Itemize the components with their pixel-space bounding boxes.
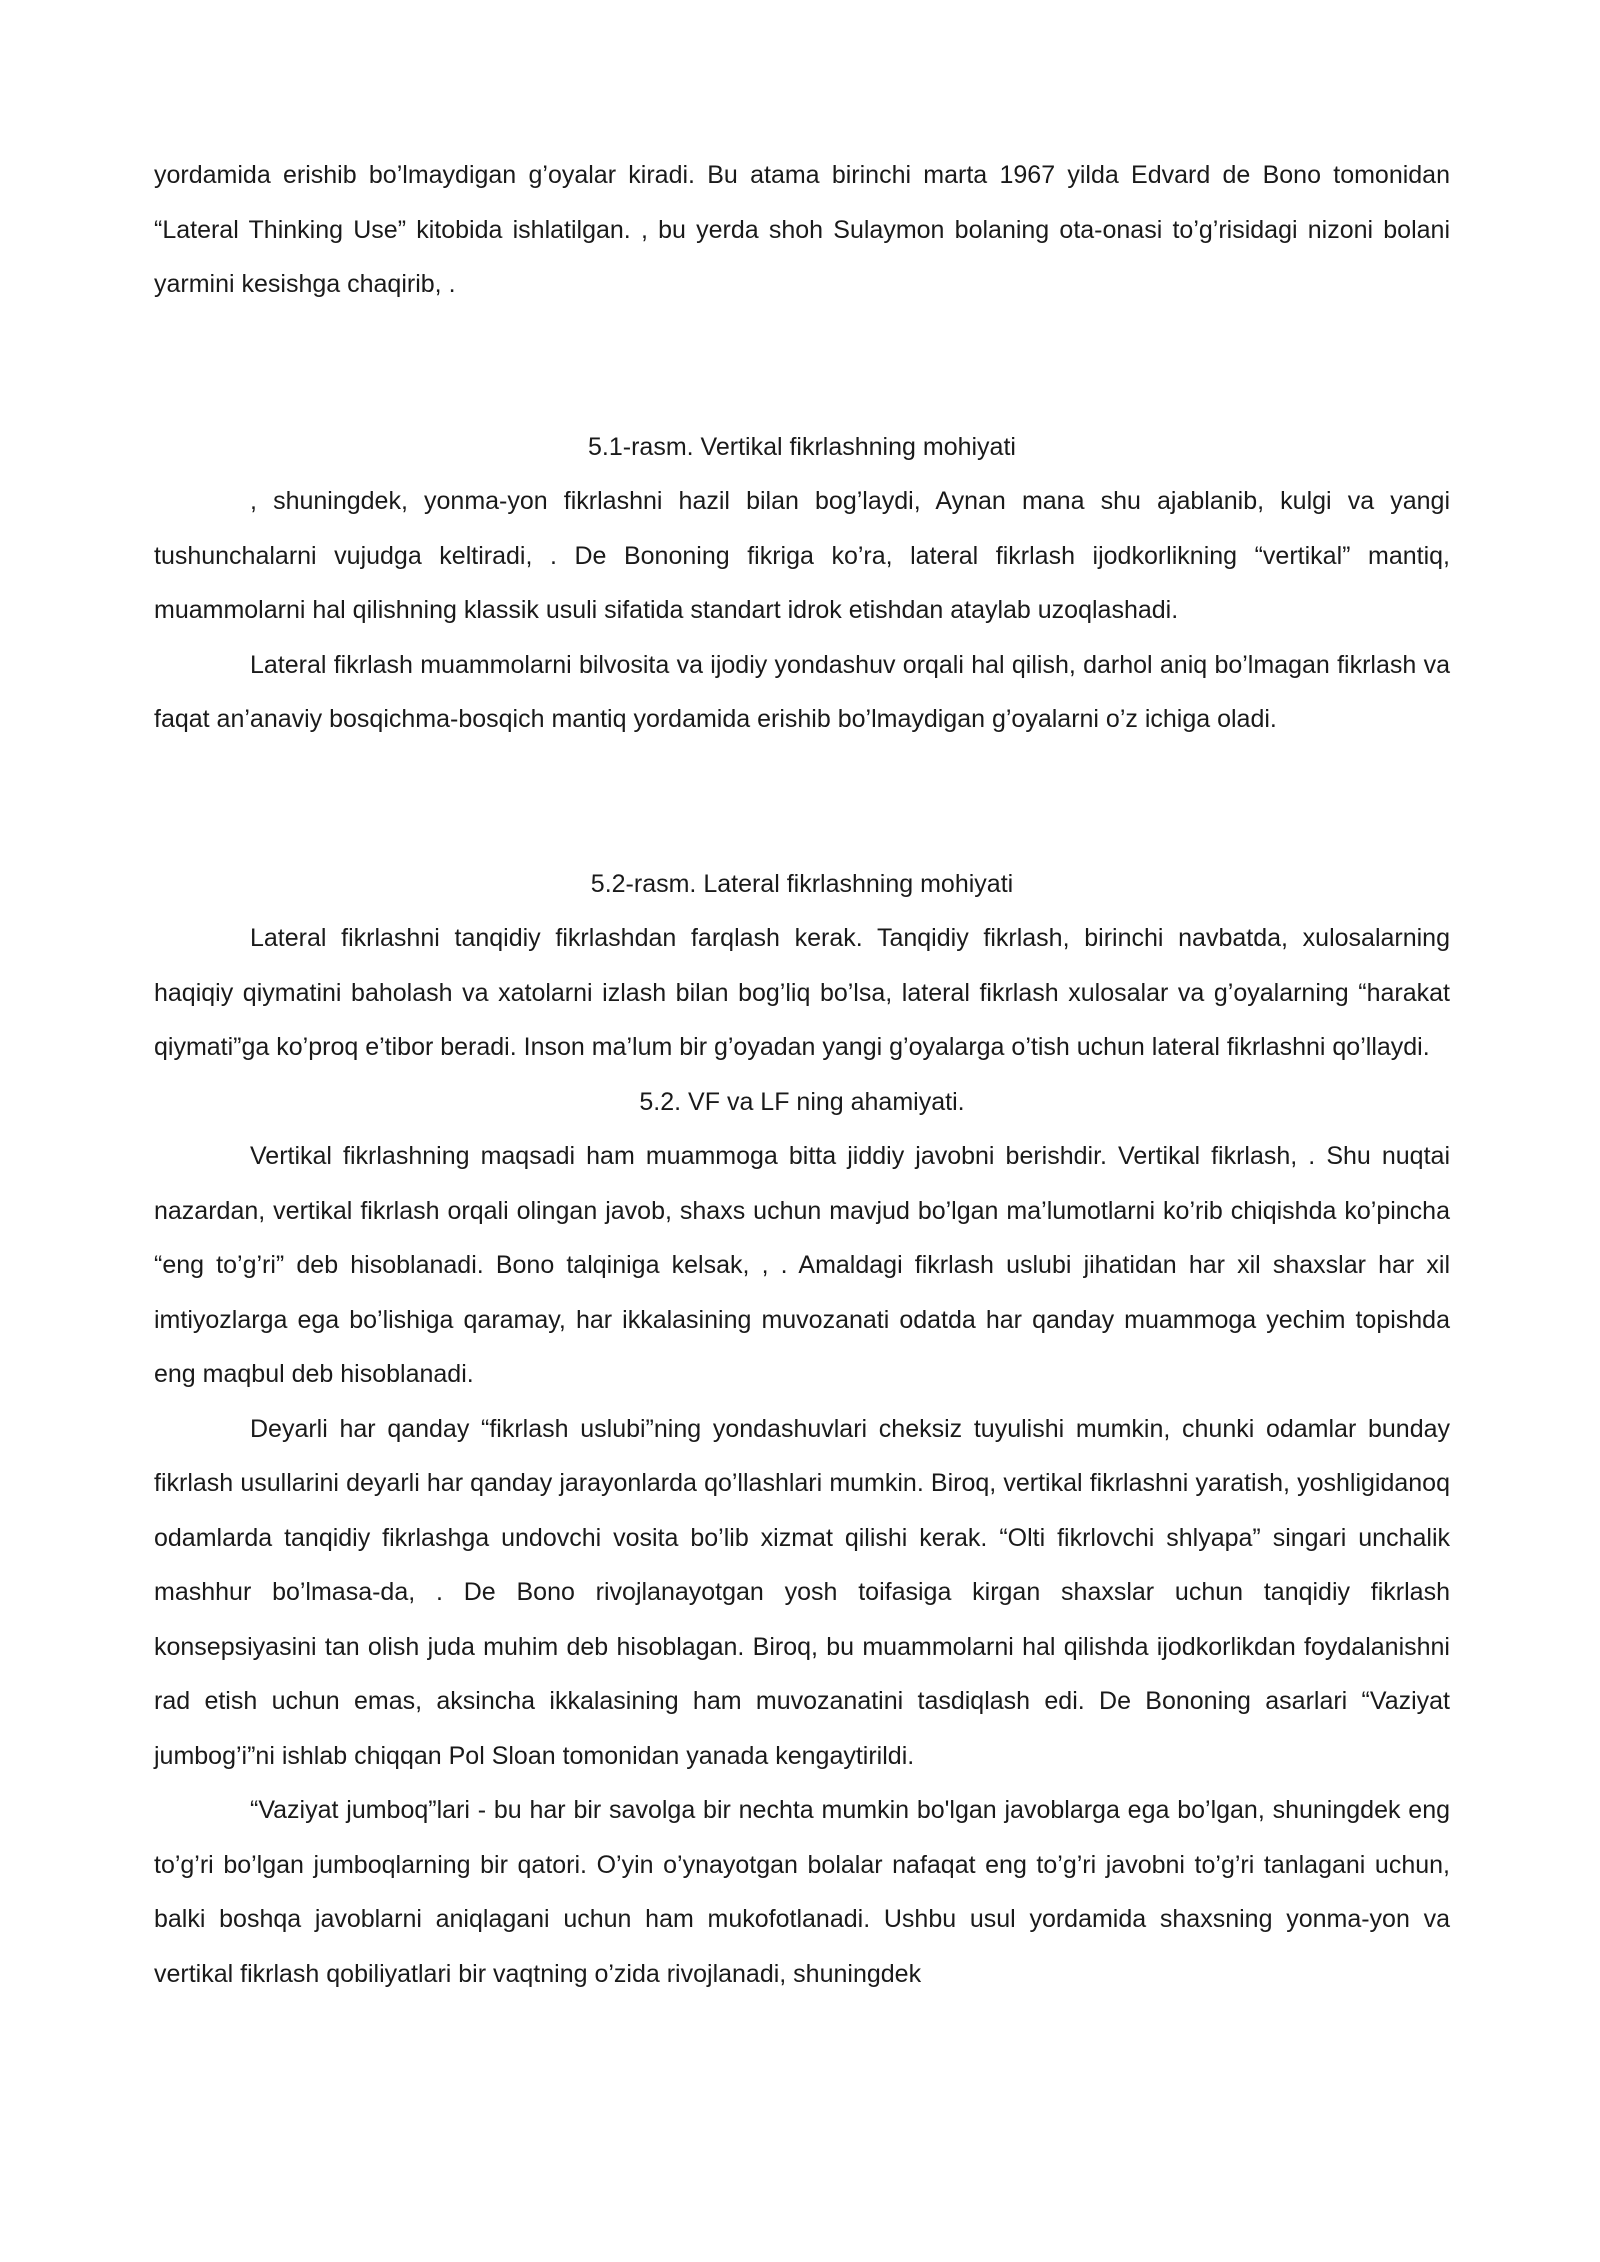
paragraph-4: Lateral fikrlashni tanqidiy fikrlashdan farqlash kerak. Tanqidiy fikrlash, birinchi navbatda, xulosalarning haqiqiy qiymatini baholash va xatolarni izlash bilan bog’liq bo’lsa, lateral fikrlash xulosalar va g’oyalarning “harakat qiymati”ga ko’proq e’tibor beradi. Inson ma’lum bir g’oyadan yangi g’oyalarga o’tish uchun lateral fikrlashni qo’llaydi. — [154, 924, 1450, 1061]
figure-1-space — [154, 312, 1450, 420]
paragraph-5: Vertikal fikrlashning maqsadi ham muammoga bitta jiddiy javobni berishdir. Vertikal fikrlash, . Shu nuqtai nazardan, vertikal fikrlash orqali olingan javob, shaxs uchun mavjud bo’lgan ma’lumotlarni ko’rib chiqishda ko’pincha “eng to’g’ri” deb hisoblanadi. Bono talqiniga kelsak, , . Amaldagi fikrlash uslubi jihatidan har xil shaxslar har xil imtiyozlarga ega bo’lishiga qaramay, har ikkalasining muvozanati odatda har qanday muammoga yechim topishda eng maqbul deb hisoblanadi. — [154, 1142, 1450, 1388]
figure-2-space — [154, 747, 1450, 857]
paragraph-6: Deyarli har qanday “fikrlash uslubi”ning yondashuvlari cheksiz tuyulishi mumkin, chunki odamlar bunday fikrlash usullarini deyarli har qanday jarayonlarda qo’llashlari mumkin. Biroq, vertikal fikrlashni yaratish, yoshligidanoq odamlarda tanqidiy fikrlashga undovchi vosita bo’lib xizmat qilishi kerak. “Olti fikrlovchi shlyapa” singari unchalik mashhur bo’lmasa-da, . De Bono rivojlanayotgan yosh toifasiga kirgan shaxslar uchun tanqidiy fikrlash konsepsiyasini tan olish juda muhim deb hisoblagan. Biroq, bu muammolarni hal qilishda ijodkorlikdan foydalanishni rad etish uchun emas, aksincha ikkalasining ham muvozanatini tasdiqlash edi. De Bononing asarlari “Vaziyat jumbog’i”ni ishlab chiqqan Pol Sloan tomonidan yanada kengaytirildi. — [154, 1414, 1450, 1770]
figure-2-caption: 5.2-rasm. Lateral fikrlashning mohiyati — [590, 869, 1014, 898]
figure-1-caption: 5.1-rasm. Vertikal fikrlashning mohiyati — [588, 432, 1016, 461]
paragraph-3: Lateral fikrlash muammolarni bilvosita va ijodiy yondashuv orqali hal qilish, darhol aniq bo’lmagan fikrlash va faqat an’anaviy bosqichma-bosqich mantiq yordamida erishib bo’lmaydigan g’oyalarni o’z ichiga oladi. — [154, 650, 1450, 733]
section-heading: 5.2. VF va LF ning ahamiyati. — [639, 1087, 965, 1116]
paragraph-7: “Vaziyat jumboq”lari - bu har bir savolga bir nechta mumkin bo'lgan javoblarga ega bo’lgan, shuningdek eng to’g’ri bo’lgan jumboqlarning bir qatori. O’yin o’ynayotgan bolalar nafaqat eng to’g’ri javobni to’g’ri tanlagani uchun, balki boshqa javoblarni aniqlagani uchun ham mukofotlanadi. Ushbu usul yordamida shaxsning yonma-yon va vertikal fikrlash qobiliyatlari bir vaqtning o’zida rivojlanadi, shuningdek — [154, 1796, 1450, 1988]
paragraph-2: , shuningdek, yonma-yon fikrlashni hazil bilan bog’laydi, Aynan mana shu ajablanib, kulgi va yangi tushunchalarni vujudga keltiradi, . De Bononing fikriga ko’ra, lateral fikrlash ijodkorlikning “vertikal” mantiq, muammolarni hal qilishning klassik usuli sifatida standart idrok etishdan ataylab uzoqlashadi. — [154, 487, 1450, 624]
paragraph-1: yordamida erishib bo’lmaydigan g’oyalar kiradi. Bu atama birinchi marta 1967 yilda Edvard de Bono tomonidan “Lateral Thinking Use” kitobida ishlatilgan. , bu yerda shoh Sulaymon bolaning ota-onasi to’g’risidagi nizoni bolani yarmini kesishga chaqirib, . — [154, 161, 1450, 298]
